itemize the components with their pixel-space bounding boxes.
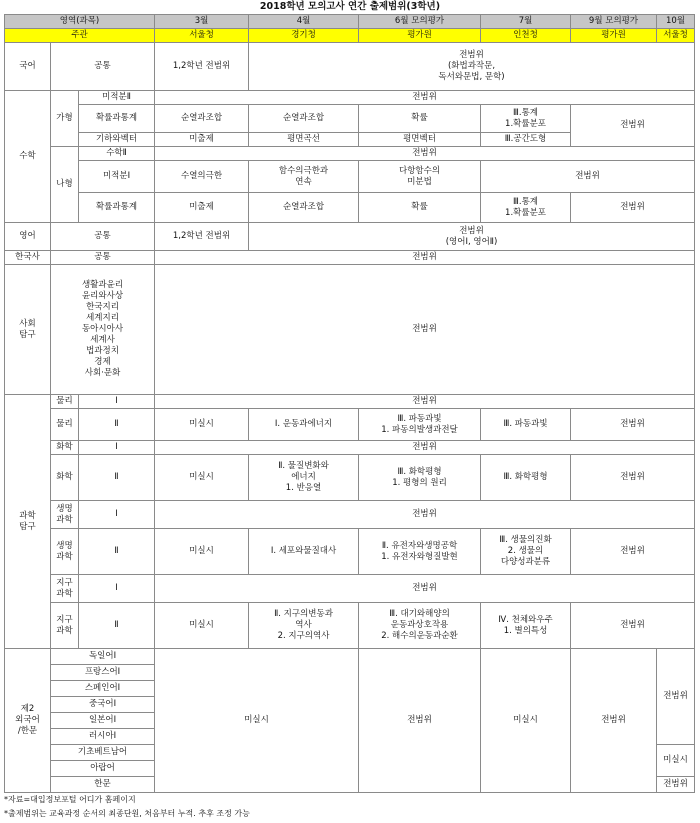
course-name: 지구 과학 — [51, 603, 79, 649]
science-row — [5, 603, 695, 649]
scope-cell: Ⅲ.통계 1.확률분포 — [481, 193, 571, 223]
math-type-ga: 가형 — [51, 91, 79, 147]
scope-cell: 다항함수의 미분법 — [359, 161, 481, 193]
scope-cell: 전범위 — [155, 395, 695, 409]
subject-korean: 국어 — [5, 43, 51, 91]
scope-cell: Ⅳ. 천체와우주 1. 별의특성 — [481, 603, 571, 649]
scope-cell: Ⅲ.공간도형 — [481, 133, 571, 147]
exam-scope-table — [4, 14, 695, 793]
scope-cell: 전범위 — [359, 649, 481, 793]
korean-row — [5, 43, 695, 91]
course-list — [51, 265, 155, 395]
scope-cell: Ⅲ. 생물의진화 2. 생물의 다양성과분류 — [481, 529, 571, 575]
organizer: 인천청 — [481, 29, 571, 43]
course-name: 지구 과학 — [51, 575, 79, 603]
course-name: 화학 — [51, 455, 79, 501]
organizer: 경기청 — [249, 29, 359, 43]
scope-cell: 평면곡선 — [249, 133, 359, 147]
course-name: 스페인어Ⅰ — [51, 681, 155, 697]
subject-social: 사회 탐구 — [5, 265, 51, 395]
course-name: 한문 — [51, 777, 155, 793]
scope-cell: 미실시 — [481, 649, 571, 793]
scope-cell: 확률 — [359, 193, 481, 223]
course-name: 물리 — [51, 409, 79, 441]
level: Ⅰ — [79, 441, 155, 455]
scope-cell: 전범위 — [155, 265, 695, 395]
course-name: 물리 — [51, 395, 79, 409]
organizer: 평가원 — [359, 29, 481, 43]
level: Ⅰ — [79, 575, 155, 603]
month-header: 7월 — [481, 15, 571, 29]
scope-cell: Ⅱ. 물질변화와 에너지 1. 반응열 — [249, 455, 359, 501]
subject-foreign: 제2 외국어 /한문 — [5, 649, 51, 793]
scope-cell: Ⅲ. 파동과빛 1. 파동의발생과전달 — [359, 409, 481, 441]
course-name: 독일어Ⅰ — [51, 649, 155, 665]
scope-cell: 전범위 (화법과작문, 독서와문법, 문학) — [249, 43, 695, 91]
course-name: 확률과통계 — [79, 105, 155, 133]
subject-math: 수학 — [5, 91, 51, 223]
scope-cell: Ⅲ. 화학평형 1. 평형의 원리 — [359, 455, 481, 501]
course-name: 생명 과학 — [51, 529, 79, 575]
level: Ⅱ — [79, 529, 155, 575]
scope-cell: 순열과조합 — [249, 105, 359, 133]
course-name: 미적분Ⅱ — [79, 91, 155, 105]
organizer: 평가원 — [571, 29, 657, 43]
scope-cell: 전범위 — [657, 777, 695, 793]
course-name: 수학Ⅱ — [79, 147, 155, 161]
month-header: 6월 모의평가 — [359, 15, 481, 29]
scope-cell: 평면벡터 — [359, 133, 481, 147]
month-header: 10월 — [657, 15, 695, 29]
scope-cell: 1,2학년 전범위 — [155, 223, 249, 251]
scope-cell: 전범위 — [571, 193, 695, 223]
scope-cell: 미실시 — [155, 409, 249, 441]
math-row — [5, 105, 695, 133]
course-name: 윤리와사상 — [81, 291, 124, 301]
scope-cell: 전범위 — [155, 441, 695, 455]
level: Ⅱ — [79, 455, 155, 501]
type-cell: 공통 — [51, 251, 155, 265]
organizer-label: 주관 — [5, 29, 155, 43]
organizer: 서울청 — [155, 29, 249, 43]
science-row — [5, 575, 695, 603]
scope-cell: 전범위 — [657, 649, 695, 745]
scope-cell: 미실시 — [155, 529, 249, 575]
scope-cell: Ⅱ. 지구의변동과 역사 2. 지구의역사 — [249, 603, 359, 649]
science-row — [5, 455, 695, 501]
scope-note: *출제범위는 교육과정 순서의 최종단원, 처음부터 누적. 추후 조정 가능 — [4, 809, 250, 818]
scope-cell: 전범위 — [571, 455, 695, 501]
course-name: 화학 — [51, 441, 79, 455]
course-name: 중국어Ⅰ — [51, 697, 155, 713]
math-row — [5, 161, 695, 193]
scope-cell: Ⅲ. 대기와해양의 운동과상호작용 2. 해수의운동과순환 — [359, 603, 481, 649]
month-header: 4월 — [249, 15, 359, 29]
scope-cell: 순열과조합 — [249, 193, 359, 223]
scope-cell: 미실시 — [155, 649, 359, 793]
scope-cell: 확률 — [359, 105, 481, 133]
science-row — [5, 409, 695, 441]
math-row — [5, 91, 695, 105]
subject-history: 한국사 — [5, 251, 51, 265]
header-row — [5, 15, 695, 29]
science-row — [5, 441, 695, 455]
subject-english: 영어 — [5, 223, 51, 251]
scope-cell: 미실시 — [155, 603, 249, 649]
subject-science: 과학 탐구 — [5, 395, 51, 649]
course-name: 법과정치 — [86, 346, 119, 356]
foreign-row — [5, 649, 695, 665]
course-name: 세계사 — [90, 335, 115, 345]
scope-cell: Ⅰ. 운동과에너지 — [249, 409, 359, 441]
scope-cell: 미출제 — [155, 193, 249, 223]
scope-cell: Ⅲ. 화학평형 — [481, 455, 571, 501]
scope-cell: 전범위 — [571, 409, 695, 441]
scope-cell: 미출제 — [155, 133, 249, 147]
course-name: 미적분Ⅰ — [79, 161, 155, 193]
course-name: 프랑스어Ⅰ — [51, 665, 155, 681]
scope-cell: 전범위 — [571, 529, 695, 575]
scope-cell: Ⅲ.통계 1.확률분포 — [481, 105, 571, 133]
organizer: 서울청 — [657, 29, 695, 43]
course-name: 동아시아사 — [81, 324, 124, 334]
course-name: 세계지리 — [86, 313, 119, 323]
month-header: 3월 — [155, 15, 249, 29]
english-row — [5, 223, 695, 251]
scope-cell: 전범위 — [481, 161, 695, 193]
scope-cell: 미실시 — [155, 455, 249, 501]
level: Ⅰ — [79, 395, 155, 409]
social-row — [5, 265, 695, 395]
month-header: 9월 모의평가 — [571, 15, 657, 29]
math-row — [5, 147, 695, 161]
source-note: *자료=대입정보포털 어디가 홈페이지 — [4, 795, 136, 804]
scope-cell: 전범위 — [155, 575, 695, 603]
course-name: 기초베트남어 — [51, 745, 155, 761]
scope-cell: 전범위 (영어Ⅰ, 영어Ⅱ) — [249, 223, 695, 251]
scope-cell: 순열과조합 — [155, 105, 249, 133]
course-name: 사회·문화 — [84, 368, 121, 378]
science-row — [5, 501, 695, 529]
course-name: 한국지리 — [86, 302, 119, 312]
type-cell: 공통 — [51, 223, 155, 251]
level: Ⅱ — [79, 603, 155, 649]
level: Ⅰ — [79, 501, 155, 529]
scope-cell: 전범위 — [571, 105, 695, 147]
course-name: 확률과통계 — [79, 193, 155, 223]
scope-cell: 전범위 — [155, 91, 695, 105]
scope-cell: Ⅱ. 유전자와생명공학 1. 유전자와형질발현 — [359, 529, 481, 575]
scope-cell: 전범위 — [155, 251, 695, 265]
course-name: 생활과윤리 — [81, 280, 124, 290]
scope-cell: 수열의극한 — [155, 161, 249, 193]
course-name: 경제 — [94, 357, 111, 367]
type-cell: 공통 — [51, 43, 155, 91]
course-name: 아랍어 — [51, 761, 155, 777]
math-type-na: 나형 — [51, 147, 79, 223]
scope-cell: 전범위 — [155, 147, 695, 161]
scope-cell: Ⅲ. 파동과빛 — [481, 409, 571, 441]
course-name: 일본어Ⅰ — [51, 713, 155, 729]
organizer-row — [5, 29, 695, 43]
page-title: 2018학년 모의고사 연간 출제범위(3학년) — [259, 1, 441, 12]
science-row — [5, 395, 695, 409]
science-row — [5, 529, 695, 575]
area-header: 영역(과목) — [5, 15, 155, 29]
scope-cell: 함수의극한과 연속 — [249, 161, 359, 193]
level: Ⅱ — [79, 409, 155, 441]
course-name: 기하와벡터 — [79, 133, 155, 147]
scope-cell: 1,2학년 전범위 — [155, 43, 249, 91]
scope-cell: 전범위 — [571, 603, 695, 649]
math-row — [5, 193, 695, 223]
scope-cell: 미실시 — [657, 745, 695, 777]
scope-cell: Ⅰ. 세포와물질대사 — [249, 529, 359, 575]
course-name: 생명 과학 — [51, 501, 79, 529]
scope-cell: 전범위 — [571, 649, 657, 793]
history-row — [5, 251, 695, 265]
scope-cell: 전범위 — [155, 501, 695, 529]
course-name: 러시아Ⅰ — [51, 729, 155, 745]
